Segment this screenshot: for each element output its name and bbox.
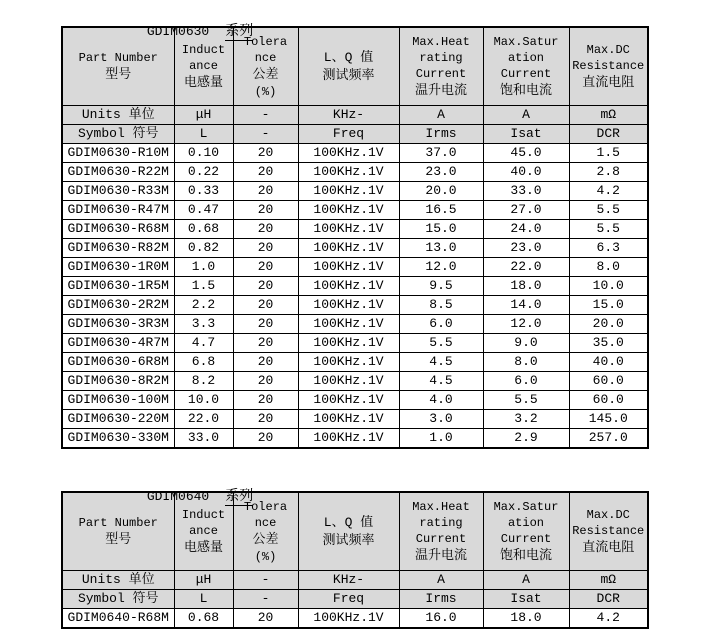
value-cell-saturation-current: 8.0 bbox=[483, 353, 569, 372]
column-header-line: Resistance bbox=[572, 523, 645, 538]
value-cell-heat-rating-current: 37.0 bbox=[399, 144, 483, 163]
column-header-line: Max.Satur bbox=[493, 499, 559, 514]
units-row-cell-tolerance: - bbox=[233, 571, 298, 590]
column-header-line: Induct bbox=[181, 42, 226, 57]
column-header-line: Current bbox=[500, 66, 552, 81]
symbol-row-cell-saturation-current: Isat bbox=[483, 125, 569, 144]
part-number-cell: GDIM0630-R68M bbox=[62, 220, 174, 239]
value-cell-dc-resistance: 60.0 bbox=[569, 372, 648, 391]
column-header-heat-rating-current bbox=[399, 27, 483, 106]
column-header-line: Part Number bbox=[78, 515, 158, 530]
value-cell-dc-resistance: 40.0 bbox=[569, 353, 648, 372]
value-cell-test-frequency: 100KHz.1V bbox=[298, 429, 399, 449]
value-cell-tolerance: 20 bbox=[233, 201, 298, 220]
symbol-row-cell-tolerance: - bbox=[233, 125, 298, 144]
units-row bbox=[62, 106, 648, 125]
series-title-gdim0640 bbox=[100, 470, 711, 505]
column-header-line: rating bbox=[419, 50, 463, 65]
value-cell-saturation-current: 18.0 bbox=[483, 277, 569, 296]
symbol-row-cell-dc-resistance: DCR bbox=[569, 125, 648, 144]
series-label: 系列 bbox=[225, 24, 254, 40]
value-cell-dc-resistance: 15.0 bbox=[569, 296, 648, 315]
value-cell-dc-resistance: 145.0 bbox=[569, 410, 648, 429]
part-number-cell: GDIM0630-6R8M bbox=[62, 353, 174, 372]
table-row bbox=[62, 163, 648, 182]
part-number-cell: GDIM0630-R82M bbox=[62, 239, 174, 258]
value-cell-test-frequency: 100KHz.1V bbox=[298, 296, 399, 315]
column-header-line: 测试频率 bbox=[322, 532, 375, 548]
table-row bbox=[62, 182, 648, 201]
table-row bbox=[62, 429, 648, 449]
column-header-line: 公差 bbox=[252, 66, 279, 82]
units-row-cell-part-number: Units 单位 bbox=[62, 571, 174, 590]
column-header-line: Induct bbox=[181, 507, 226, 522]
table-row bbox=[62, 277, 648, 296]
column-header-line: Part Number bbox=[78, 50, 158, 65]
value-cell-inductance: 0.68 bbox=[174, 220, 233, 239]
column-header-line: 温升电流 bbox=[414, 82, 467, 98]
value-cell-inductance: 3.3 bbox=[174, 315, 233, 334]
value-cell-dc-resistance: 10.0 bbox=[569, 277, 648, 296]
table-row bbox=[62, 353, 648, 372]
value-cell-tolerance: 20 bbox=[233, 163, 298, 182]
symbol-row bbox=[62, 590, 648, 609]
column-header-line: Max.DC bbox=[586, 507, 630, 522]
column-header-line: ance bbox=[189, 58, 218, 73]
column-header-line: Current bbox=[415, 531, 467, 546]
value-cell-heat-rating-current: 16.0 bbox=[399, 609, 483, 629]
column-header-test-frequency bbox=[298, 27, 399, 106]
units-row-cell-saturation-current: A bbox=[483, 106, 569, 125]
value-cell-heat-rating-current: 5.5 bbox=[399, 334, 483, 353]
value-cell-test-frequency: 100KHz.1V bbox=[298, 353, 399, 372]
part-number-cell: GDIM0630-100M bbox=[62, 391, 174, 410]
value-cell-heat-rating-current: 4.5 bbox=[399, 353, 483, 372]
value-cell-tolerance: 20 bbox=[233, 144, 298, 163]
column-header-line: 型号 bbox=[105, 66, 132, 82]
value-cell-test-frequency: 100KHz.1V bbox=[298, 609, 399, 629]
value-cell-tolerance: 20 bbox=[233, 410, 298, 429]
value-cell-test-frequency: 100KHz.1V bbox=[298, 391, 399, 410]
value-cell-saturation-current: 3.2 bbox=[483, 410, 569, 429]
value-cell-tolerance: 20 bbox=[233, 220, 298, 239]
value-cell-saturation-current: 23.0 bbox=[483, 239, 569, 258]
value-cell-test-frequency: 100KHz.1V bbox=[298, 334, 399, 353]
value-cell-heat-rating-current: 3.0 bbox=[399, 410, 483, 429]
value-cell-test-frequency: 100KHz.1V bbox=[298, 201, 399, 220]
value-cell-dc-resistance: 5.5 bbox=[569, 220, 648, 239]
column-header-line: nce bbox=[254, 50, 277, 65]
value-cell-test-frequency: 100KHz.1V bbox=[298, 239, 399, 258]
column-header-line: ance bbox=[189, 523, 218, 538]
column-header-line: Current bbox=[415, 66, 467, 81]
value-cell-test-frequency: 100KHz.1V bbox=[298, 372, 399, 391]
value-cell-saturation-current: 18.0 bbox=[483, 609, 569, 629]
column-header-line: Max.Satur bbox=[493, 34, 559, 49]
column-header-line: nce bbox=[254, 515, 277, 530]
value-cell-tolerance: 20 bbox=[233, 277, 298, 296]
value-cell-inductance: 10.0 bbox=[174, 391, 233, 410]
value-cell-test-frequency: 100KHz.1V bbox=[298, 258, 399, 277]
symbol-row-cell-part-number: Symbol 符号 bbox=[62, 590, 174, 609]
value-cell-heat-rating-current: 6.0 bbox=[399, 315, 483, 334]
column-header-line: L、Q 值 bbox=[323, 514, 374, 530]
units-row-cell-dc-resistance: mΩ bbox=[569, 106, 648, 125]
column-header-line: ation bbox=[507, 50, 544, 65]
value-cell-dc-resistance: 6.3 bbox=[569, 239, 648, 258]
value-cell-heat-rating-current: 23.0 bbox=[399, 163, 483, 182]
value-cell-dc-resistance: 5.5 bbox=[569, 201, 648, 220]
value-cell-test-frequency: 100KHz.1V bbox=[298, 144, 399, 163]
symbol-row-cell-dc-resistance: DCR bbox=[569, 590, 648, 609]
column-header-line: Tolera bbox=[243, 34, 288, 49]
column-header-line: 饱和电流 bbox=[499, 82, 552, 98]
value-cell-dc-resistance: 8.0 bbox=[569, 258, 648, 277]
column-header-line: Max.DC bbox=[586, 42, 630, 57]
column-header-line: Max.Heat bbox=[412, 499, 470, 514]
units-row bbox=[62, 571, 648, 590]
value-cell-heat-rating-current: 13.0 bbox=[399, 239, 483, 258]
table-row bbox=[62, 609, 648, 629]
units-row-cell-saturation-current: A bbox=[483, 571, 569, 590]
value-cell-inductance: 1.5 bbox=[174, 277, 233, 296]
column-header-line: Resistance bbox=[572, 58, 645, 73]
column-header-line: Max.Heat bbox=[412, 34, 470, 49]
column-header-dc-resistance bbox=[569, 492, 648, 571]
value-cell-heat-rating-current: 4.5 bbox=[399, 372, 483, 391]
units-row-cell-test-frequency: KHz- bbox=[298, 571, 399, 590]
symbol-row-cell-heat-rating-current: Irms bbox=[399, 590, 483, 609]
units-row-cell-heat-rating-current: A bbox=[399, 106, 483, 125]
value-cell-inductance: 0.47 bbox=[174, 201, 233, 220]
value-cell-tolerance: 20 bbox=[233, 334, 298, 353]
part-number-cell: GDIM0630-1R0M bbox=[62, 258, 174, 277]
value-cell-saturation-current: 33.0 bbox=[483, 182, 569, 201]
column-header-line: 型号 bbox=[105, 531, 132, 547]
value-cell-inductance: 0.10 bbox=[174, 144, 233, 163]
value-cell-saturation-current: 45.0 bbox=[483, 144, 569, 163]
value-cell-saturation-current: 5.5 bbox=[483, 391, 569, 410]
value-cell-tolerance: 20 bbox=[233, 182, 298, 201]
value-cell-tolerance: 20 bbox=[233, 353, 298, 372]
value-cell-test-frequency: 100KHz.1V bbox=[298, 163, 399, 182]
part-number-cell: GDIM0630-8R2M bbox=[62, 372, 174, 391]
value-cell-heat-rating-current: 16.5 bbox=[399, 201, 483, 220]
units-row-cell-dc-resistance: mΩ bbox=[569, 571, 648, 590]
value-cell-dc-resistance: 4.2 bbox=[569, 609, 648, 629]
units-row-cell-tolerance: - bbox=[233, 106, 298, 125]
value-cell-heat-rating-current: 9.5 bbox=[399, 277, 483, 296]
column-header-heat-rating-current bbox=[399, 492, 483, 571]
column-header-line: L、Q 值 bbox=[323, 49, 374, 65]
value-cell-test-frequency: 100KHz.1V bbox=[298, 182, 399, 201]
symbol-row-cell-tolerance: - bbox=[233, 590, 298, 609]
value-cell-dc-resistance: 20.0 bbox=[569, 315, 648, 334]
part-number-cell: GDIM0630-4R7M bbox=[62, 334, 174, 353]
value-cell-tolerance: 20 bbox=[233, 372, 298, 391]
value-cell-tolerance: 20 bbox=[233, 391, 298, 410]
part-number-cell: GDIM0630-220M bbox=[62, 410, 174, 429]
table-row bbox=[62, 220, 648, 239]
value-cell-inductance: 6.8 bbox=[174, 353, 233, 372]
value-cell-tolerance: 20 bbox=[233, 296, 298, 315]
column-header-line: Current bbox=[500, 531, 552, 546]
value-cell-heat-rating-current: 15.0 bbox=[399, 220, 483, 239]
value-cell-heat-rating-current: 8.5 bbox=[399, 296, 483, 315]
table-row bbox=[62, 315, 648, 334]
value-cell-dc-resistance: 257.0 bbox=[569, 429, 648, 449]
column-header-saturation-current bbox=[483, 27, 569, 106]
value-cell-saturation-current: 22.0 bbox=[483, 258, 569, 277]
symbol-row-cell-test-frequency: Freq bbox=[298, 125, 399, 144]
table-row bbox=[62, 334, 648, 353]
table-row bbox=[62, 410, 648, 429]
value-cell-saturation-current: 2.9 bbox=[483, 429, 569, 449]
value-cell-tolerance: 20 bbox=[233, 429, 298, 449]
value-cell-saturation-current: 6.0 bbox=[483, 372, 569, 391]
value-cell-test-frequency: 100KHz.1V bbox=[298, 277, 399, 296]
value-cell-heat-rating-current: 12.0 bbox=[399, 258, 483, 277]
value-cell-tolerance: 20 bbox=[233, 609, 298, 629]
symbol-row-cell-heat-rating-current: Irms bbox=[399, 125, 483, 144]
table-row bbox=[62, 258, 648, 277]
series-label: 系列 bbox=[225, 489, 254, 505]
series-code: GDIM0640 bbox=[146, 489, 210, 504]
value-cell-inductance: 22.0 bbox=[174, 410, 233, 429]
spec-table-gdim0640 bbox=[61, 491, 649, 629]
value-cell-inductance: 1.0 bbox=[174, 258, 233, 277]
value-cell-inductance: 0.68 bbox=[174, 609, 233, 629]
column-header-line: 直流电阻 bbox=[582, 74, 635, 90]
part-number-cell: GDIM0630-3R3M bbox=[62, 315, 174, 334]
part-number-cell: GDIM0630-R33M bbox=[62, 182, 174, 201]
column-header-line: 测试频率 bbox=[322, 67, 375, 83]
part-number-cell: GDIM0630-R22M bbox=[62, 163, 174, 182]
value-cell-dc-resistance: 35.0 bbox=[569, 334, 648, 353]
value-cell-heat-rating-current: 1.0 bbox=[399, 429, 483, 449]
value-cell-dc-resistance: 2.8 bbox=[569, 163, 648, 182]
column-header-line: rating bbox=[419, 515, 463, 530]
column-header-line: 电感量 bbox=[183, 74, 223, 90]
symbol-row-cell-test-frequency: Freq bbox=[298, 590, 399, 609]
value-cell-dc-resistance: 60.0 bbox=[569, 391, 648, 410]
symbol-row-cell-inductance: L bbox=[174, 590, 233, 609]
value-cell-saturation-current: 14.0 bbox=[483, 296, 569, 315]
table-row bbox=[62, 201, 648, 220]
column-header-dc-resistance bbox=[569, 27, 648, 106]
column-header-line: 电感量 bbox=[183, 539, 223, 555]
column-header-line: 公差 bbox=[252, 531, 279, 547]
part-number-cell: GDIM0630-R10M bbox=[62, 144, 174, 163]
table-row bbox=[62, 144, 648, 163]
value-cell-tolerance: 20 bbox=[233, 315, 298, 334]
value-cell-inductance: 0.82 bbox=[174, 239, 233, 258]
symbol-row-cell-inductance: L bbox=[174, 125, 233, 144]
value-cell-inductance: 33.0 bbox=[174, 429, 233, 449]
column-header-line: ation bbox=[507, 515, 544, 530]
value-cell-dc-resistance: 4.2 bbox=[569, 182, 648, 201]
value-cell-heat-rating-current: 20.0 bbox=[399, 182, 483, 201]
value-cell-saturation-current: 12.0 bbox=[483, 315, 569, 334]
value-cell-inductance: 8.2 bbox=[174, 372, 233, 391]
spec-table-gdim0630 bbox=[61, 26, 649, 449]
table-row bbox=[62, 296, 648, 315]
symbol-row-cell-part-number: Symbol 符号 bbox=[62, 125, 174, 144]
units-row-cell-inductance: μH bbox=[174, 106, 233, 125]
column-header-line: 温升电流 bbox=[414, 547, 467, 563]
value-cell-inductance: 0.22 bbox=[174, 163, 233, 182]
table-row bbox=[62, 239, 648, 258]
column-header-line: 饱和电流 bbox=[499, 547, 552, 563]
units-row-cell-test-frequency: KHz- bbox=[298, 106, 399, 125]
value-cell-inductance: 2.2 bbox=[174, 296, 233, 315]
value-cell-saturation-current: 9.0 bbox=[483, 334, 569, 353]
value-cell-heat-rating-current: 4.0 bbox=[399, 391, 483, 410]
value-cell-tolerance: 20 bbox=[233, 239, 298, 258]
units-row-cell-inductance: μH bbox=[174, 571, 233, 590]
value-cell-tolerance: 20 bbox=[233, 258, 298, 277]
part-number-cell: GDIM0630-1R5M bbox=[62, 277, 174, 296]
value-cell-inductance: 0.33 bbox=[174, 182, 233, 201]
value-cell-saturation-current: 27.0 bbox=[483, 201, 569, 220]
series-section-gdim0640 bbox=[0, 470, 711, 629]
column-header-line: Tolera bbox=[243, 499, 288, 514]
value-cell-dc-resistance: 1.5 bbox=[569, 144, 648, 163]
series-title-gdim0630 bbox=[100, 0, 711, 40]
column-header-saturation-current bbox=[483, 492, 569, 571]
units-row-cell-part-number: Units 单位 bbox=[62, 106, 174, 125]
value-cell-inductance: 4.7 bbox=[174, 334, 233, 353]
part-number-cell: GDIM0630-330M bbox=[62, 429, 174, 449]
table-row bbox=[62, 391, 648, 410]
part-number-cell: GDIM0630-R47M bbox=[62, 201, 174, 220]
symbol-row-cell-saturation-current: Isat bbox=[483, 590, 569, 609]
column-header-test-frequency bbox=[298, 492, 399, 571]
units-row-cell-heat-rating-current: A bbox=[399, 571, 483, 590]
value-cell-saturation-current: 40.0 bbox=[483, 163, 569, 182]
symbol-row bbox=[62, 125, 648, 144]
column-header-line: (%) bbox=[254, 549, 277, 564]
value-cell-test-frequency: 100KHz.1V bbox=[298, 410, 399, 429]
table-row bbox=[62, 372, 648, 391]
part-number-cell: GDIM0630-2R2M bbox=[62, 296, 174, 315]
column-header-line: (%) bbox=[254, 84, 277, 99]
value-cell-test-frequency: 100KHz.1V bbox=[298, 220, 399, 239]
column-header-line: 直流电阻 bbox=[582, 539, 635, 555]
series-code: GDIM0630 bbox=[146, 24, 210, 39]
value-cell-saturation-current: 24.0 bbox=[483, 220, 569, 239]
part-number-cell: GDIM0640-R68M bbox=[62, 609, 174, 629]
value-cell-test-frequency: 100KHz.1V bbox=[298, 315, 399, 334]
